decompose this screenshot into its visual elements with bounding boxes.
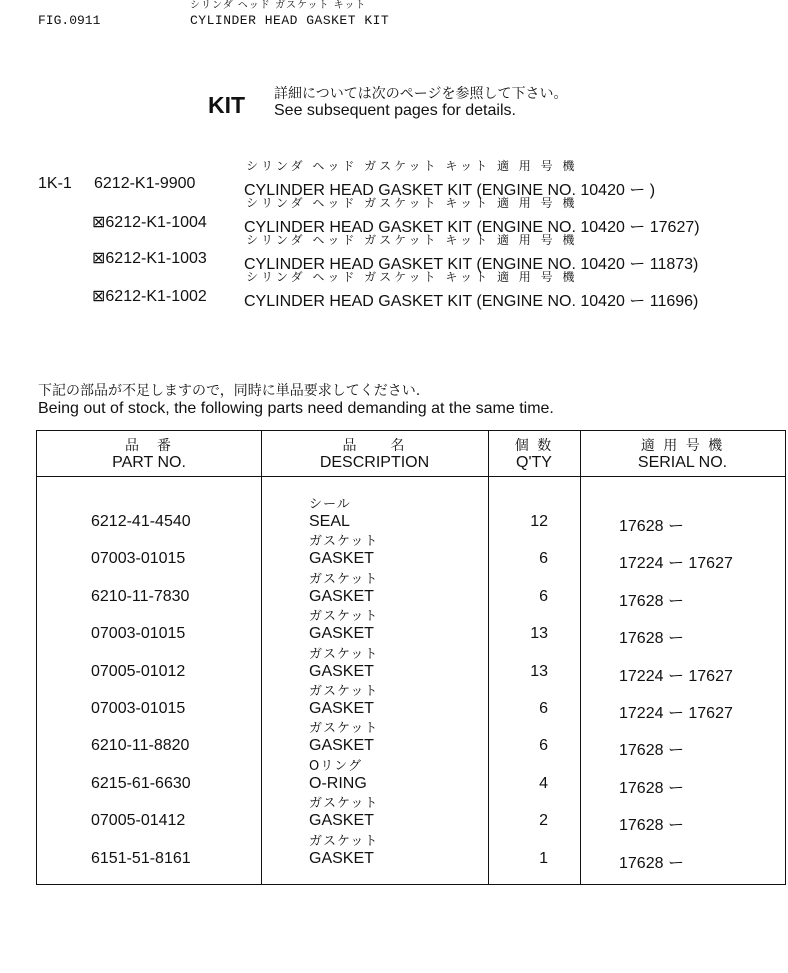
kit-item-part-number: ⊠6212-K1-1004 xyxy=(92,214,207,231)
part-number: 6210-11-8820 xyxy=(91,737,190,755)
kit-item-description: CYLINDER HEAD GASKET KIT (ENGINE NO. 10420 ー 11696) xyxy=(244,293,699,310)
kit-item-part-number: ⊠6212-K1-1003 xyxy=(92,250,207,267)
kit-item-description: CYLINDER HEAD GASKET KIT (ENGINE NO. 10420 ー 11873) xyxy=(244,256,699,273)
description: GASKET xyxy=(309,550,374,568)
column-header-description-japanese: 品 名 xyxy=(342,438,407,454)
quantity: 6 xyxy=(539,550,548,568)
kit-item-description-japanese: シリンダ ヘッド ガスケット キット 適 用 号 機 xyxy=(246,270,578,284)
serial-number: 17224 ー 17627 xyxy=(619,705,733,722)
kit-item-description-japanese: シリンダ ヘッド ガスケット キット 適 用 号 機 xyxy=(246,159,578,173)
quantity: 13 xyxy=(530,625,548,643)
header-divider xyxy=(37,476,785,477)
page-title: CYLINDER HEAD GASKET KIT xyxy=(190,13,390,28)
kit-item-description: CYLINDER HEAD GASKET KIT (ENGINE NO. 10420 ー ) xyxy=(244,182,656,199)
description: GASKET xyxy=(309,812,374,830)
description: GASKET xyxy=(309,700,374,717)
figure-number: FIG.0911 xyxy=(38,13,101,28)
kit-note: See subsequent pages for details. xyxy=(274,102,516,119)
description-japanese: ガスケット xyxy=(309,721,379,737)
column-header-part-no-japanese: 品 番 xyxy=(125,438,173,454)
kit-item-description: CYLINDER HEAD GASKET KIT (ENGINE NO. 10420 ー 17627) xyxy=(244,219,700,236)
description-japanese: ガスケット xyxy=(309,571,379,587)
part-number: 07005-01412 xyxy=(91,812,186,830)
quantity: 6 xyxy=(539,587,548,605)
stock-note: Being out of stock, the following parts need demanding at the same time. xyxy=(38,400,554,417)
column-divider xyxy=(261,431,262,884)
serial-number: 17628 ー xyxy=(619,817,684,835)
column-header-serial-japanese: 適 用 号 機 xyxy=(640,438,725,454)
column-header-part-no: PART NO. xyxy=(112,454,186,471)
serial-number: 17224 ー 17627 xyxy=(619,667,733,685)
description: GASKET xyxy=(309,849,374,867)
serial-number: 17628 ー xyxy=(619,854,684,872)
column-header-qty: Q'TY xyxy=(516,454,552,471)
part-number: 6212-41-4540 xyxy=(91,513,191,530)
column-divider xyxy=(580,431,581,884)
part-number: 07003-01015 xyxy=(91,625,186,643)
part-number: 07003-01015 xyxy=(91,700,186,717)
quantity: 13 xyxy=(530,662,548,680)
serial-number: 17628 ー xyxy=(619,592,684,610)
serial-number: 17628 ー xyxy=(619,518,684,535)
serial-number: 17224 ー 17627 xyxy=(619,555,733,573)
part-number: 07003-01015 xyxy=(91,550,186,568)
serial-number: 17628 ー xyxy=(619,742,684,760)
column-header-serial: SERIAL NO. xyxy=(637,454,728,471)
description-japanese: シール xyxy=(309,497,351,512)
quantity: 12 xyxy=(530,513,548,530)
kit-item-description-japanese: シリンダ ヘッド ガスケット キット 適 用 号 機 xyxy=(246,233,578,247)
description: GASKET xyxy=(309,587,374,605)
quantity: 6 xyxy=(539,700,548,717)
column-header-qty-japanese: 個 数 xyxy=(514,438,554,454)
kit-item-part-number: 6212-K1-9900 xyxy=(94,175,196,192)
description: SEAL xyxy=(309,513,350,530)
description: O-RING xyxy=(309,774,367,792)
header-title-japanese: シリンダ ヘッド ガスケット キット xyxy=(190,0,367,11)
description-japanese: ガスケット xyxy=(309,833,379,849)
part-number: 6215-61-6630 xyxy=(91,774,191,792)
description-japanese: Oリング xyxy=(309,758,362,774)
part-number: 6210-11-7830 xyxy=(91,587,190,605)
description-japanese: ガスケット xyxy=(309,534,379,550)
kit-item-ref: 1K-1 xyxy=(38,175,72,192)
description: GASKET xyxy=(309,625,374,643)
part-number: 6151-51-8161 xyxy=(91,849,191,867)
stock-note-japanese: 下記の部品が不足しますので，同時に単品要求してください. xyxy=(38,383,421,399)
part-number: 07005-01012 xyxy=(91,662,186,680)
description-japanese: ガスケット xyxy=(309,609,379,625)
column-header-description: DESCRIPTION xyxy=(319,454,430,471)
quantity: 2 xyxy=(539,812,548,830)
kit-heading: KIT xyxy=(208,92,246,118)
description-japanese: ガスケット xyxy=(309,646,379,662)
description: GASKET xyxy=(309,737,374,755)
description-japanese: ガスケット xyxy=(309,684,379,699)
kit-item-description-japanese: シリンダ ヘッド ガスケット キット 適 用 号 機 xyxy=(246,196,578,210)
kit-note-japanese: 詳細については次のページを参照して下さい。 xyxy=(274,86,568,102)
quantity: 4 xyxy=(539,774,548,792)
description: GASKET xyxy=(309,662,374,680)
parts-table xyxy=(36,430,786,885)
kit-item-part-number: ⊠6212-K1-1002 xyxy=(92,288,207,305)
quantity: 1 xyxy=(539,849,548,867)
serial-number: 17628 ー xyxy=(619,779,684,797)
serial-number: 17628 ー xyxy=(619,630,684,648)
description-japanese: ガスケット xyxy=(309,796,379,812)
quantity: 6 xyxy=(539,737,548,755)
